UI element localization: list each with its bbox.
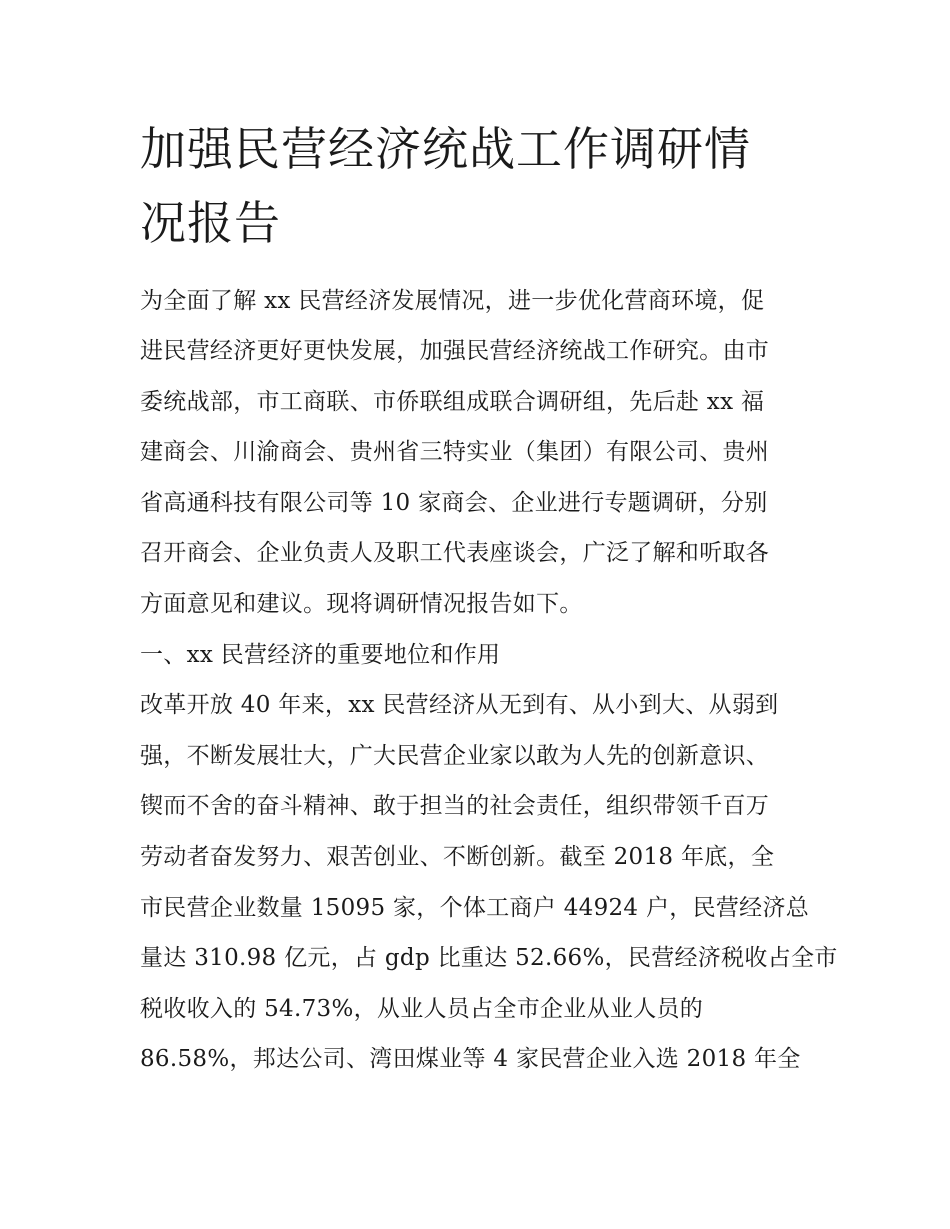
title-line-1: 加强民营经济统战工作调研情: [140, 122, 751, 176]
body-line: 劳动者奋发努力、艰苦创业、不断创新。截至 2018 年底，全: [140, 844, 775, 870]
document-title: [140, 112, 820, 260]
body-line: 省高通科技有限公司等 10 家商会、企业进行专题调研，分别: [140, 490, 768, 516]
body-line: 进民营经济更好更快发展，加强民营经济统战工作研究。由市: [140, 338, 770, 364]
body-line: 税收收入的 54.73%，从业人员占全市企业从业人员的: [140, 996, 704, 1022]
section-heading: 一、xx 民营经济的重要地位和作用: [140, 642, 501, 668]
body-line: 委统战部，市工商联、市侨联组成联合调研组，先后赴 xx 福: [140, 389, 765, 415]
body-line: 86.58%，邦达公司、湾田煤业等 4 家民营企业入选 2018 年全: [140, 1046, 801, 1072]
body-line: 建商会、川渝商会、贵州省三特实业（集团）有限公司、贵州: [140, 439, 770, 465]
title-line-2: 况报告: [140, 196, 281, 250]
body-line: 锲而不舍的奋斗精神、敢于担当的社会责任，组织带领千百万: [140, 793, 770, 819]
body-line: 方面意见和建议。现将调研情况报告如下。: [140, 591, 583, 617]
body-line: 为全面了解 xx 民营经济发展情况，进一步优化营商环境，促: [140, 288, 765, 314]
body-line: 召开商会、企业负责人及职工代表座谈会，广泛了解和听取各: [140, 540, 770, 566]
body-line: 量达 310.98 亿元，占 gdp 比重达 52.66%，民营经济税收占全市: [140, 945, 838, 971]
body-line: 强，不断发展壮大，广大民营企业家以敢为人先的创新意识、: [140, 743, 770, 769]
body-line: 改革开放 40 年来，xx 民营经济从无到有、从小到大、从弱到: [140, 692, 779, 718]
body-line: 市民营企业数量 15095 家，个体工商户 44924 户，民营经济总: [140, 895, 810, 921]
